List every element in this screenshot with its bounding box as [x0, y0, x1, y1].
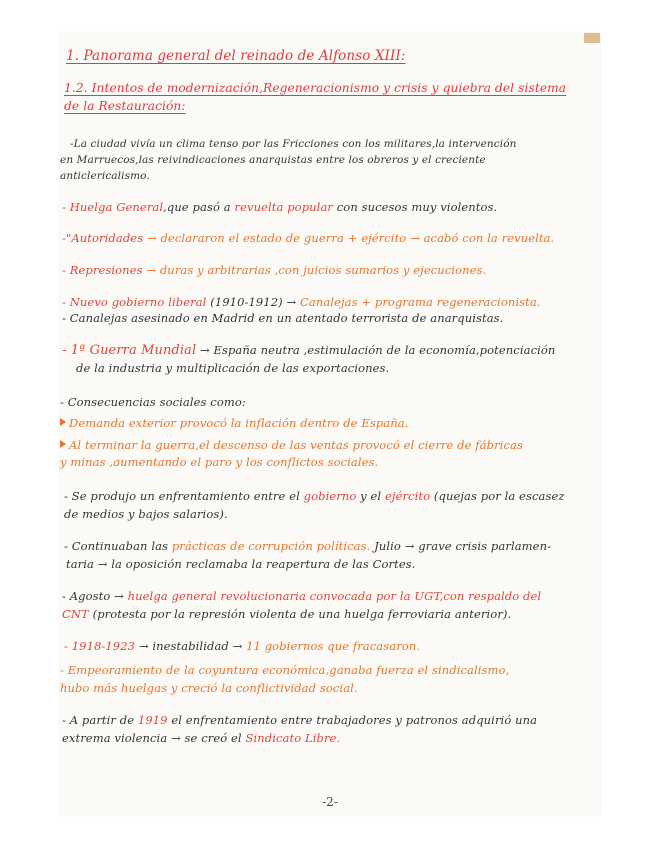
text: Al terminar la guerra,el descenso de las ventas provocó el cierre de fábricas [69, 438, 523, 452]
text: (1910-1912) → [210, 295, 297, 309]
text: Julio → grave crisis parlamen- [374, 539, 552, 553]
paragraph-line: -La ciudad vivía un clima tenso por las Fricciones con los militares,la intervención [70, 138, 517, 150]
text: prácticas de corrupción políticas. [171, 539, 371, 553]
paragraph-line: de la industria y multiplicación de las exportaciones. [76, 361, 390, 375]
text: y el [360, 489, 382, 503]
note-autoridades [62, 231, 602, 246]
text: - Agosto → [62, 589, 124, 603]
paragraph-line [62, 731, 602, 746]
note-consecuencias: - Consecuencias sociales como: [60, 395, 246, 409]
note-guerra-mundial [62, 343, 602, 358]
term: ejército [384, 489, 431, 503]
term: - Huelga General [62, 200, 164, 214]
page-corner-tab [584, 33, 600, 43]
section-heading [66, 49, 606, 64]
term: revuelta popular [234, 200, 333, 214]
paragraph-line: taria → la oposición reclamaba la reapertura de las Cortes. [66, 557, 416, 571]
note-nuevo-gobierno [62, 295, 602, 310]
text: extrema violencia → se creó el [62, 731, 242, 745]
triangle-bullet-icon [60, 440, 66, 448]
term: - 1ª Guerra Mundial [62, 343, 197, 358]
bullet-demanda [60, 416, 600, 431]
term: CNT [62, 607, 89, 621]
note-canalejas: - Canalejas asesinado en Madrid en un atentado terrorista de anarquistas. [62, 311, 504, 325]
text: → declararon el estado de guerra + ejército → acabó con la revuelta. [146, 231, 555, 245]
text: Canalejas + programa regeneracionista. [299, 295, 541, 309]
paragraph-line: y minas ,aumentando el paro y los conflictos sociales. [60, 455, 379, 469]
subsection-heading [64, 81, 604, 96]
subheading-line-2: de la Restauración: [64, 99, 186, 113]
triangle-bullet-icon [60, 418, 66, 426]
text: → España neutra ,estimulación de la economía,potenciación [199, 343, 556, 357]
note-enfrentamiento [64, 489, 604, 504]
page-number: -2- [322, 795, 338, 809]
paragraph-line: hubo más huelgas y creció la conflictividad social. [60, 681, 358, 695]
paragraph-line: de medios y bajos salarios). [64, 507, 228, 521]
subsection-heading-cont [64, 99, 604, 114]
text: 11 gobiernos que fracasaron. [246, 639, 421, 653]
text: (protesta por la represión violenta de una huelga ferroviaria anterior). [92, 607, 512, 621]
text: el enfrentamiento entre trabajadores y patronos adquirió una [171, 713, 538, 727]
text: huelga general revolucionaria convocada por la UGT,con respaldo del [127, 589, 542, 603]
term: Sindicato Libre. [245, 731, 341, 745]
subheading-line-1: 1.2. Intentos de modernización,Regeneracionismo y crisis y quiebra del sistema [64, 81, 567, 95]
paragraph-line: anticlericalismo. [60, 170, 150, 182]
term: - Nuevo gobierno liberal [62, 295, 207, 309]
text: → duras y arbitrarias ,con juicios sumarios y ejecuciones. [146, 263, 487, 277]
note-corrupcion [64, 539, 604, 554]
text: → inestabilidad → [138, 639, 243, 653]
text: - Se produjo un enfrentamiento entre el [64, 489, 300, 503]
note-represiones [62, 263, 602, 278]
paragraph-line: en Marruecos,las reivindicaciones anarquistas entre los obreros y el creciente [60, 154, 486, 166]
term: gobierno [303, 489, 357, 503]
note-huelga-general [62, 200, 602, 215]
term: 1919 [137, 713, 168, 727]
paragraph-line [62, 607, 602, 622]
text: Demanda exterior provocó la inflación dentro de España. [69, 416, 409, 430]
bullet-terminar [60, 438, 600, 453]
text: ,que pasó a [163, 200, 231, 214]
notebook-page [60, 33, 600, 815]
note-a-partir-1919 [62, 713, 602, 728]
text: con sucesos muy violentos. [336, 200, 498, 214]
note-1918-1923 [64, 639, 604, 654]
heading-text: 1. Panorama general del reinado de Alfonso XIII: [66, 48, 406, 64]
note-agosto [62, 589, 602, 604]
text: - A partir de [62, 713, 135, 727]
text: - Continuaban las [64, 539, 169, 553]
term: -"Autoridades [62, 231, 144, 245]
text: (quejas por la escasez [433, 489, 565, 503]
note-empeoramiento: - Empeoramiento de la coyuntura económica,ganaba fuerza el sindicalismo, [60, 663, 510, 677]
term: - 1918-1923 [64, 639, 136, 653]
term: - Represiones [62, 263, 143, 277]
